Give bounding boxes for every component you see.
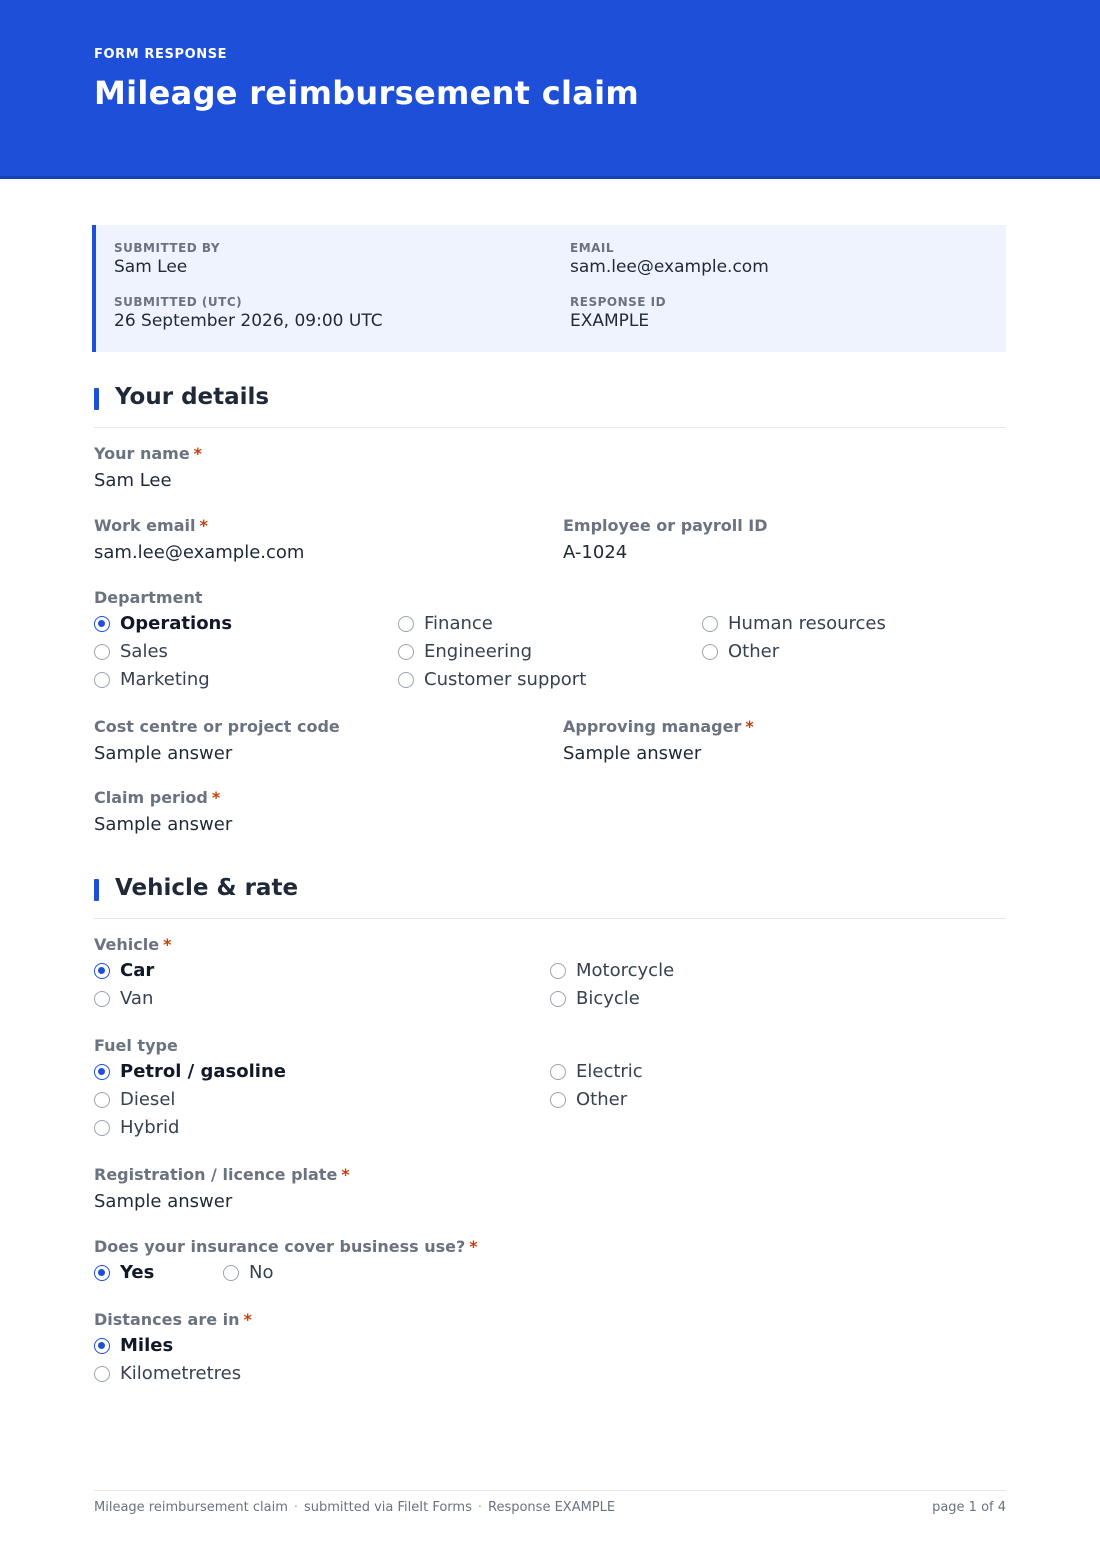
field-work-email <box>94 516 304 563</box>
required-marker: * <box>211 788 221 807</box>
footer-response: Response EXAMPLE <box>488 1500 616 1515</box>
field-employee-id <box>563 516 768 563</box>
field-value: Sam Lee <box>94 470 172 491</box>
option-label: Van <box>120 988 154 1009</box>
radio-unselected-icon[interactable] <box>702 616 718 632</box>
field-label: Distances are in * <box>94 1310 252 1329</box>
option-label: Operations <box>120 613 233 634</box>
required-marker: * <box>341 1165 350 1184</box>
radio-unselected-icon[interactable] <box>223 1265 239 1281</box>
submitted-by-value: Sam Lee <box>114 257 188 277</box>
radio-unselected-icon[interactable] <box>94 672 110 688</box>
footer-separator: · <box>477 1500 482 1515</box>
radio-selected-icon[interactable] <box>94 963 110 979</box>
radio-unselected-icon[interactable] <box>94 991 110 1007</box>
field-distance-unit <box>94 1310 252 1329</box>
field-value: sam.lee@example.com <box>94 542 305 563</box>
email-value: sam.lee@example.com <box>570 257 769 277</box>
field-insurance-business-use <box>94 1237 478 1256</box>
required-marker: * <box>163 935 172 954</box>
field-cost-centre <box>94 717 340 764</box>
section-accent-bar <box>94 879 99 901</box>
field-label: Department <box>94 588 203 607</box>
radio-unselected-icon[interactable] <box>94 1092 110 1108</box>
radio-unselected-icon[interactable] <box>702 644 718 660</box>
field-label: Approving manager * <box>563 717 754 736</box>
option-label: Sales <box>120 641 168 662</box>
page-footer <box>94 1490 1006 1515</box>
option-label: Yes <box>120 1262 155 1283</box>
radio-unselected-icon[interactable] <box>398 616 414 632</box>
field-label: Your name * <box>94 444 203 463</box>
page-number: page 1 of 4 <box>932 1500 1006 1515</box>
option-label: Miles <box>120 1335 174 1356</box>
field-approving-manager <box>563 717 754 764</box>
radio-unselected-icon[interactable] <box>550 1092 566 1108</box>
option-label: Customer support <box>424 669 587 690</box>
option-label: Other <box>728 641 780 662</box>
response-id <box>570 295 666 331</box>
field-label: Registration / licence plate * <box>94 1165 350 1184</box>
required-marker: * <box>469 1237 478 1256</box>
radio-unselected-icon[interactable] <box>94 1366 110 1382</box>
option-label: Human resources <box>728 613 886 634</box>
radio-selected-icon[interactable] <box>94 1064 110 1080</box>
option-label: Other <box>576 1089 628 1110</box>
field-vehicle <box>94 935 171 954</box>
required-marker: * <box>199 516 208 535</box>
radio-unselected-icon[interactable] <box>94 644 110 660</box>
option-label: Diesel <box>120 1089 176 1110</box>
field-claim-period <box>94 788 232 835</box>
section-title: Your details <box>115 384 270 410</box>
radio-selected-icon[interactable] <box>94 1338 110 1354</box>
required-marker: * <box>193 444 203 463</box>
field-label: Claim period * <box>94 788 221 807</box>
field-value: Sample answer <box>94 743 233 764</box>
submitter-email <box>570 241 769 277</box>
option-label: Motorcycle <box>576 960 675 981</box>
submitted-utc <box>114 295 383 331</box>
radio-unselected-icon[interactable] <box>94 1120 110 1136</box>
field-value: Sample answer <box>94 814 233 835</box>
radio-unselected-icon[interactable] <box>398 644 414 660</box>
option-label: Finance <box>424 613 493 634</box>
footer-info <box>94 1500 615 1515</box>
page-header <box>0 0 1100 179</box>
required-marker: * <box>745 717 754 736</box>
required-marker: * <box>243 1310 252 1329</box>
radio-unselected-icon[interactable] <box>550 963 566 979</box>
field-label: Cost centre or project code <box>94 717 340 736</box>
option-label: Electric <box>576 1061 643 1082</box>
footer-form-name: Mileage reimbursement claim <box>94 1500 288 1515</box>
footer-via: submitted via FileIt Forms <box>304 1500 472 1515</box>
section-accent-bar <box>94 388 99 410</box>
submitted-utc-value: 26 September 2026, 09:00 UTC <box>114 311 383 331</box>
radio-unselected-icon[interactable] <box>550 991 566 1007</box>
section-your-details <box>94 384 1006 428</box>
field-value: A-1024 <box>563 542 628 563</box>
field-label: Fuel type <box>94 1036 178 1055</box>
field-value: Sample answer <box>563 743 702 764</box>
page-title: Mileage reimbursement claim <box>94 74 640 112</box>
email-label: EMAIL <box>570 241 615 255</box>
submission-summary <box>92 225 1006 352</box>
option-label: No <box>249 1262 274 1283</box>
option-label: Marketing <box>120 669 210 690</box>
field-registration <box>94 1165 350 1212</box>
option-label: Kilometretres <box>120 1363 242 1384</box>
section-title: Vehicle & rate <box>115 875 299 901</box>
option-label: Engineering <box>424 641 532 662</box>
option-label: Hybrid <box>120 1117 180 1138</box>
field-fuel-type <box>94 1036 178 1055</box>
field-label: Does your insurance cover business use? * <box>94 1237 478 1256</box>
radio-selected-icon[interactable] <box>94 616 110 632</box>
response-id-label: RESPONSE ID <box>570 295 667 309</box>
field-label: Work email * <box>94 516 208 535</box>
field-your-name <box>94 444 202 491</box>
field-value: Sample answer <box>94 1191 233 1212</box>
response-id-value: EXAMPLE <box>570 311 650 331</box>
section-vehicle-rate <box>94 875 1006 919</box>
field-label: Vehicle * <box>94 935 172 954</box>
field-department <box>94 588 202 607</box>
radio-selected-icon[interactable] <box>94 1265 110 1281</box>
submitted-utc-label: SUBMITTED (UTC) <box>114 295 243 309</box>
option-label: Petrol / gasoline <box>120 1061 286 1082</box>
radio-unselected-icon[interactable] <box>398 672 414 688</box>
radio-unselected-icon[interactable] <box>550 1064 566 1080</box>
submitted-by-label: SUBMITTED BY <box>114 241 221 255</box>
submitted-by <box>114 241 220 277</box>
form-response-eyebrow: FORM RESPONSE <box>94 47 228 62</box>
option-label: Car <box>120 960 155 981</box>
footer-separator: · <box>293 1500 298 1515</box>
field-label: Employee or payroll ID <box>563 516 768 535</box>
option-label: Bicycle <box>576 988 640 1009</box>
